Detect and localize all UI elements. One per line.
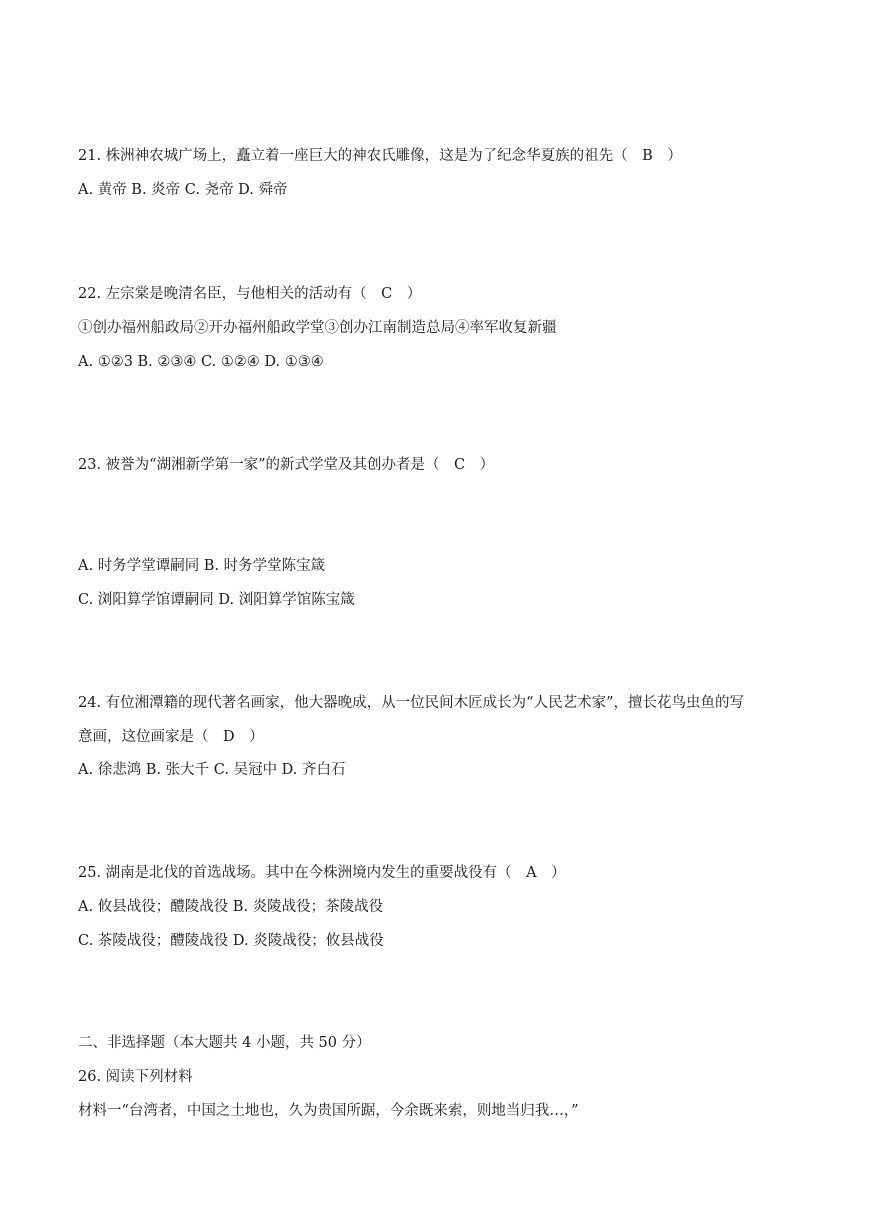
material-1-text: 材料一“台湾者，中国之土地也，久为贵国所踞，今余既来索，则地当归我…，” [78,1103,579,1119]
question-25-options-line2: C. 茶陵战役；醴陵战役 D. 炎陵战役；攸县战役 [78,933,384,949]
question-22-items: ①创办福州船政局②开办福州船政学堂③创办江南制造总局④率军收复新疆 [78,320,557,336]
question-24-stem-line1: 24. 有位湘潭籍的现代著名画家，他大器晚成，从一位民间木匠成长为“人民艺术家”，擅长花鸟虫鱼的写 [78,695,744,711]
question-22-stem: 22. 左宗棠是晚清名臣，与他相关的活动有（ C ） [78,286,422,302]
question-24-stem-line2: 意画，这位画家是（ D ） [78,729,264,745]
question-23-stem: 23. 被誉为“湖湘新学第一家”的新式学堂及其创办者是（ C ） [78,457,495,473]
question-23-options-line2: C. 浏阳算学馆谭嗣同 D. 浏阳算学馆陈宝箴 [78,592,355,608]
question-25-options-line1: A. 攸县战役；醴陵战役 B. 炎陵战役；茶陵战役 [78,899,384,915]
question-23-options-line1: A. 时务学堂谭嗣同 B. 时务学堂陈宝箴 [78,558,326,574]
question-24-options: A. 徐悲鸿 B. 张大千 C. 吴冠中 D. 齐白石 [78,762,346,778]
question-22-options: A. ①②3 B. ②③④ C. ①②④ D. ①③④ [78,354,324,370]
question-21-stem: 21. 株洲神农城广场上，矗立着一座巨大的神农氏雕像，这是为了纪念华夏族的祖先（ B ） [78,148,682,164]
question-25-stem: 25. 湖南是北伐的首选战场。其中在今株洲境内发生的重要战役有（ A ） [78,865,566,881]
question-21-options: A. 黄帝 B. 炎帝 C. 尧帝 D. 舜帝 [78,182,288,198]
question-26-stem: 26. 阅读下列材料 [78,1069,193,1085]
section-2-heading: 二、非选择题（本大题共 4 小题，共 50 分） [78,1035,371,1051]
